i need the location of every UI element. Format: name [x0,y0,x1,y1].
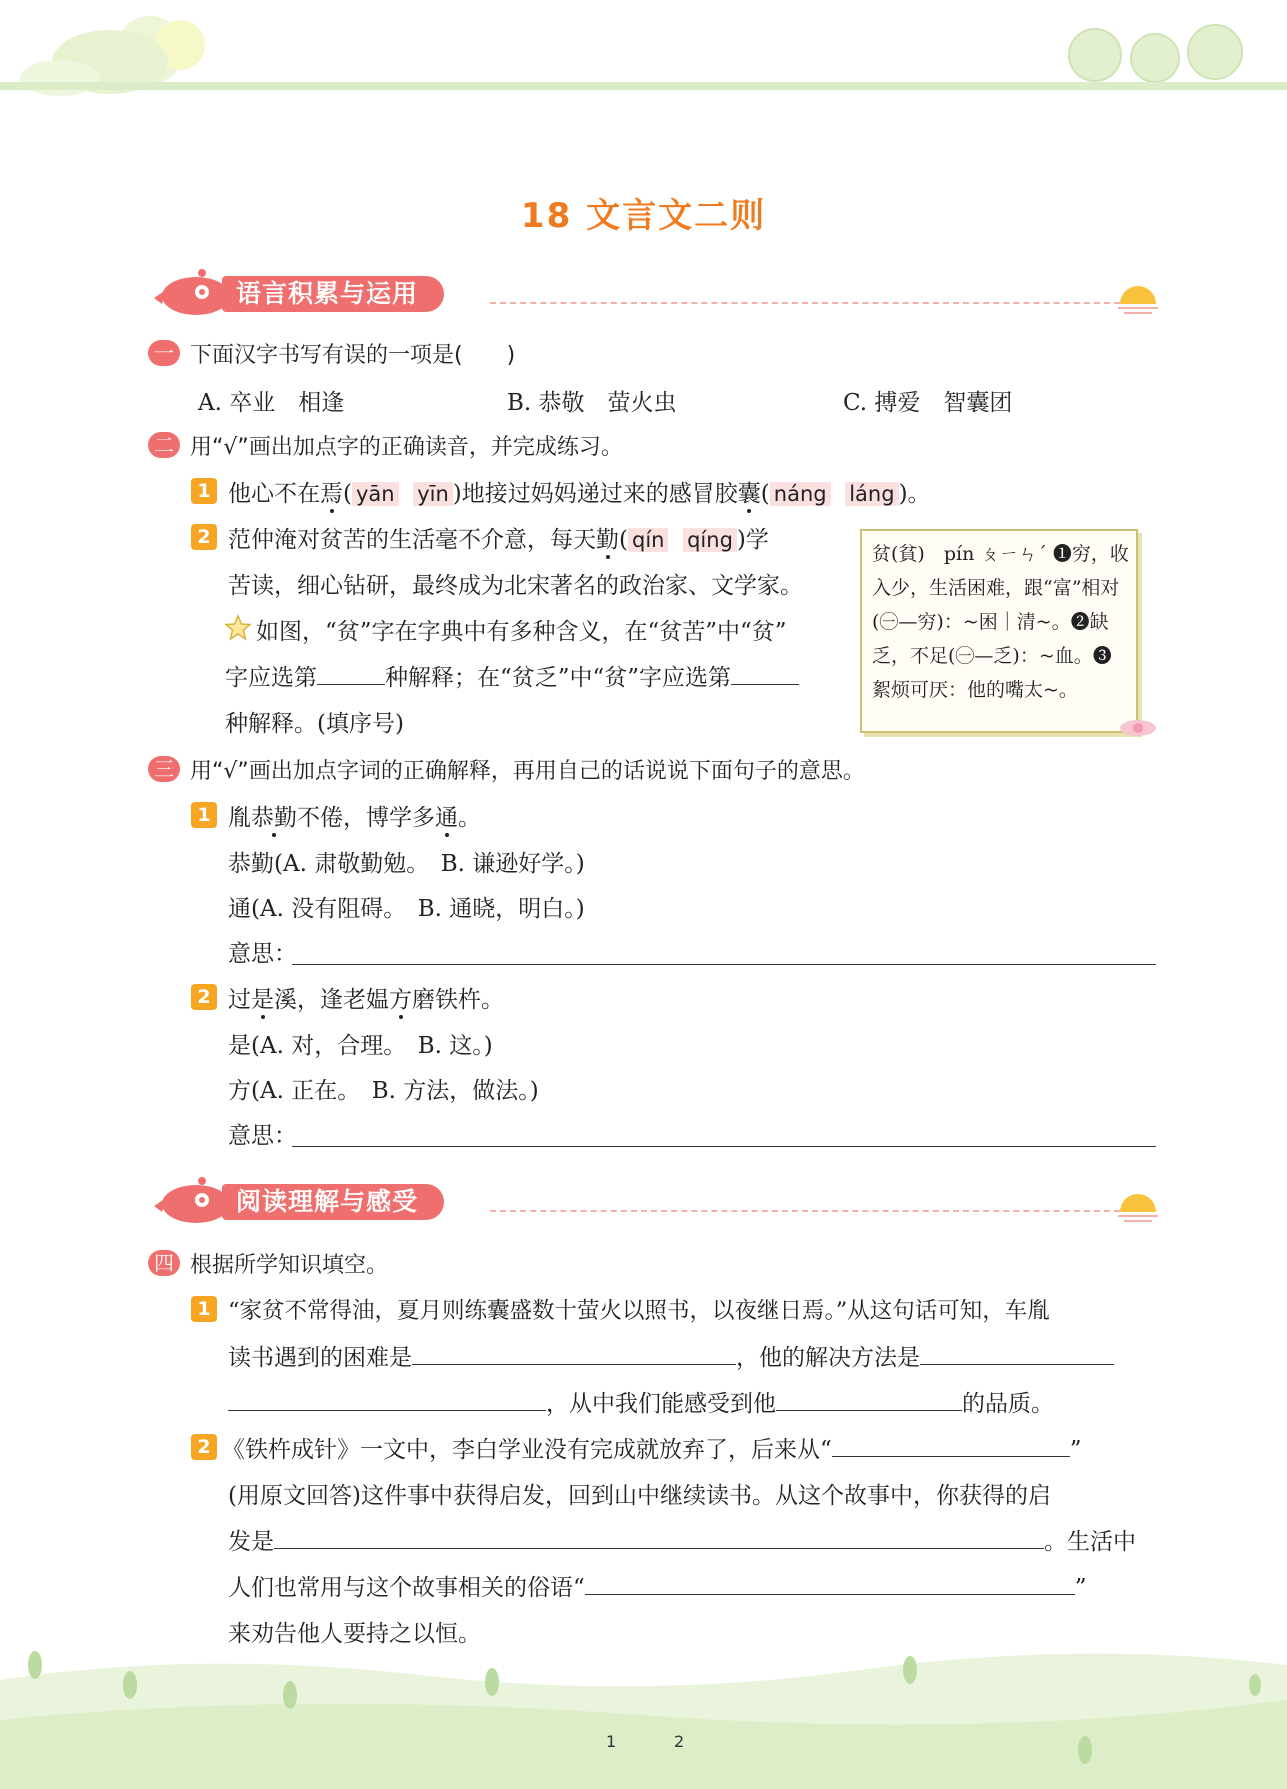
dictionary-card [860,529,1138,733]
question-label-1: 一 [148,340,180,366]
item-number: 2 [191,524,217,550]
q3-item1-meaning-label: 意思： [228,941,297,967]
answer-blank[interactable] [274,1526,1044,1549]
question-3-prompt: 用“√”画出加点字词的正确解释，再用自己的话说说下面句子的意思。 [190,759,865,784]
item-number: 1 [191,478,217,504]
q2-item2-line3: 如图，“贫”字在字典中有多种含义，在“贫苦”中“贫” [256,619,787,645]
q2-item2-line2: 苦读，细心钻研，最终成为北宋著名的政治家、文学家。 [228,573,803,599]
pinyin-option[interactable]: qíng [683,528,737,552]
section-title: 语言积累与运用 [222,276,444,312]
animal-faces-icon [1069,25,1242,82]
q4-item1-line3: ，从中我们能感受到他 的品质。 [228,1385,1054,1418]
q4-item2-line4: 人们也常用与这个故事相关的俗语“ ” [228,1569,1087,1602]
dict-line: (㊀—穷)：~困｜清~。❷缺 [872,611,1109,633]
q4-item2-line1: 《铁杵成针》一文中，李白学业没有完成就放弃了，后来从“ ” [222,1431,1082,1464]
sunset-icon [1116,1186,1160,1226]
question-2-prompt: 用“√”画出加点字的正确读音，并完成练习。 [190,435,623,460]
page-number-right: 2 [674,1732,685,1751]
q3-item2-sentence: 过是溪，逢老媪方磨铁杵。 [228,987,504,1013]
dict-line: 絮烦可厌：他的嘴太~。 [872,679,1078,701]
question-label-4: 四 [148,1250,180,1276]
page-number-left: 1 [606,1732,617,1751]
whale-icon [150,1176,230,1226]
q4-item1-line1: “家贫不常得油，夏月则练囊盛数十萤火以照书，以夜继日焉。”从这句话可知，车胤 [228,1298,1050,1324]
item-number: 2 [191,984,217,1010]
q4-item2-line3: 发是 。生活中 [228,1523,1136,1556]
q3-item2-meaning-label: 意思： [228,1123,297,1149]
question-1-prompt: 下面汉字书写有误的一项是( ) [190,343,516,368]
q2-item2-line1: 范仲淹对贫苦的生活毫不介意，每天勤( qín qíng )学 [228,527,769,553]
pinyin-option[interactable]: láng [845,482,898,506]
q3-item1-sentence: 胤恭勤不倦，博学多通。 [228,805,481,831]
dict-line: 贫(貧) pín ㄆㄧㄣˊ ❶穷，收 [872,543,1129,565]
pinyin-option[interactable]: náng [770,482,831,506]
q3-item2-options-2[interactable]: 方(A. 正在。 B. 方法，做法。) [228,1078,539,1104]
pinyin-option[interactable]: yīn [413,482,453,506]
section-banner-1 [150,268,1160,318]
answer-blank[interactable] [920,1342,1114,1365]
item-number: 1 [191,1296,217,1322]
answer-blank[interactable] [228,1388,546,1411]
q1-option-c: C. 搏爱 智囊团 [843,390,1013,416]
top-border [0,82,1287,90]
question-label-3: 三 [148,756,180,782]
q3-item2-options-1[interactable]: 是(A. 对，合理。 B. 这。) [228,1033,493,1059]
q2-item2-line5: 种解释。(填序号) [225,711,404,737]
q1-option-a: A. 卒业 相逢 [198,390,345,416]
whale-icon [150,268,230,318]
q4-item2-line2: (用原文回答)这件事中获得启发，回到山中继续读书。从这个故事中，你获得的启 [228,1483,1051,1509]
item-number: 1 [191,802,217,828]
answer-blank[interactable] [412,1342,736,1365]
answer-blank[interactable] [585,1572,1075,1595]
question-label-2: 二 [148,432,180,458]
q3-item1-options-2[interactable]: 通(A. 没有阻碍。 B. 通晓，明白。) [228,896,585,922]
q4-item2-line5: 来劝告他人要持之以恒。 [228,1621,481,1647]
section-banner-2 [150,1176,1160,1226]
answer-blank[interactable] [317,662,385,685]
q1-option-b: B. 恭敬 萤火虫 [507,390,677,416]
section-title: 阅读理解与感受 [222,1184,444,1220]
pinyin-option[interactable]: yān [352,482,399,506]
dashed-divider [490,302,1120,304]
answer-line[interactable] [292,964,1156,965]
dict-line: 入少，生活困难，跟“富”相对 [872,577,1120,599]
question-4-prompt: 根据所学知识填空。 [190,1253,389,1278]
star-icon [224,614,252,642]
flower-icon [1118,716,1158,740]
answer-blank[interactable] [776,1388,962,1411]
answer-blank[interactable] [832,1434,1070,1457]
dict-line: 乏，不足(㊀—乏)：~血。❸ [872,645,1112,667]
q2-item1-sentence: 他心不在焉( yān yīn )地接过妈妈递过来的感冒胶囊( náng láng )。 [228,481,931,507]
q4-item1-line2: 读书遇到的困难是 ，他的解决方法是 [228,1339,1114,1372]
pinyin-option[interactable]: qín [628,528,668,552]
answer-blank[interactable] [731,662,799,685]
sunset-icon [1116,278,1160,318]
item-number: 2 [191,1434,217,1460]
dashed-divider [490,1210,1120,1212]
q2-item2-line4: 字应选第 种解释；在“贫乏”中“贫”字应选第 [225,659,799,692]
hills-decoration [0,1640,1287,1789]
top-decoration [0,0,1287,110]
q3-item1-options-1[interactable]: 恭勤(A. 肃敬勤勉。 B. 谦逊好学。) [228,851,585,877]
answer-line[interactable] [292,1146,1156,1147]
page-title: 18 文言文二则 [520,196,767,236]
